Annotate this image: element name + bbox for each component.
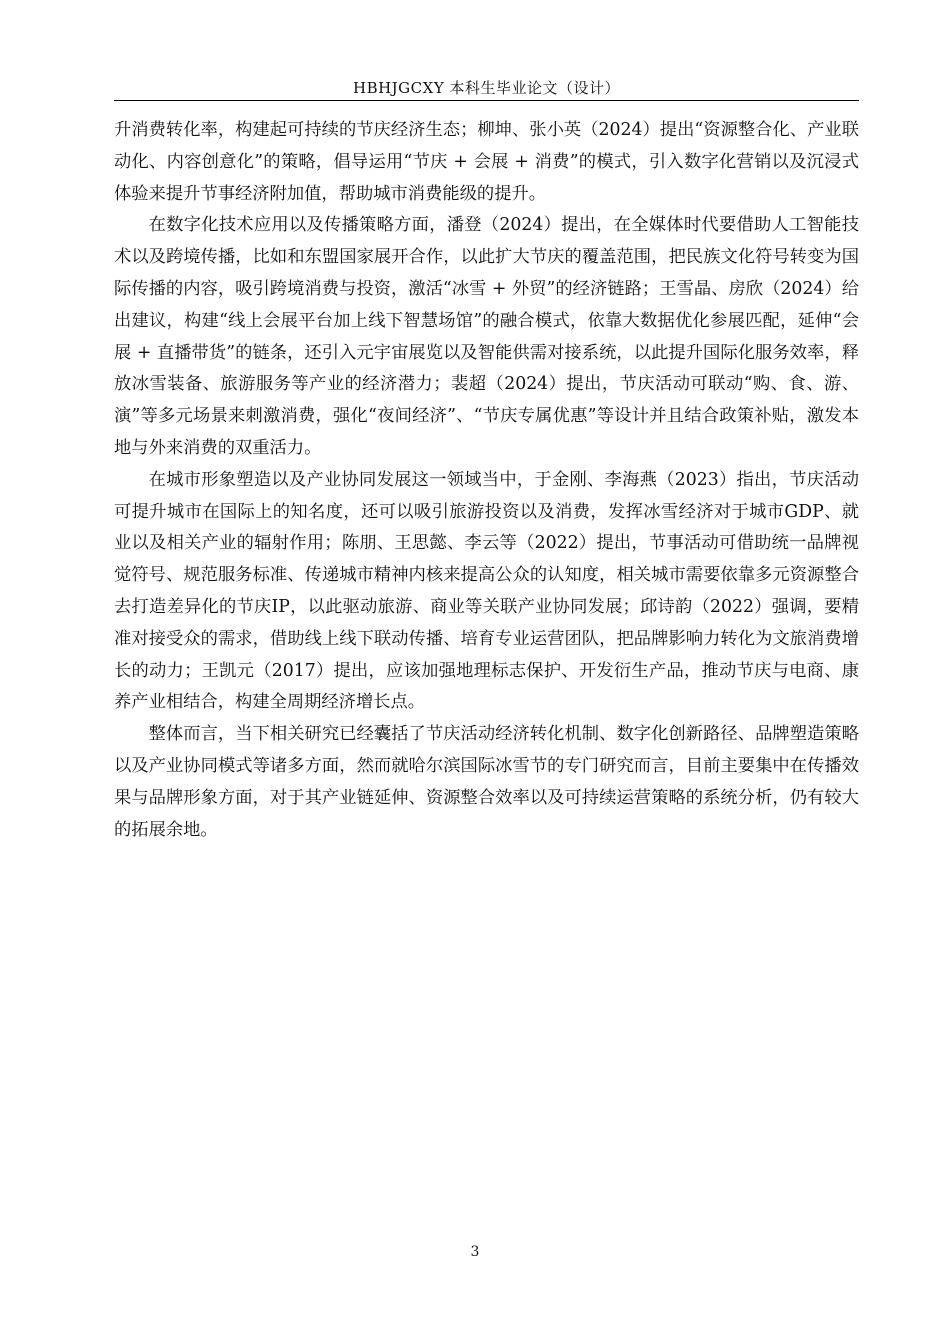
page-number: 3 <box>470 1244 480 1260</box>
paragraph-digital-technology: 在数字化技术应用以及传播策略方面，潘登（2024）提出，在全媒体时代要借助人工智能技术以及跨境传播，比如和东盟国家展开合作，以此扩大节庆的覆盖范围，把民族文化符号转变为国际传播的内容，吸引跨境消费与投资，激活“冰雪 + 外贸”的经济链路；王雪晶、房欣（2024）给出建议，构建“线上会展平台加上线下智慧场馆”的融合模式，依靠大数据优化参展匹配，延伸“会展 + 直播带货”的链条，还引入元宇宙展览以及智能供需对接系统，以此提升国际化服务效率，释放冰雪装备、旅游服务等产业的经济潜力；裴超（2024）提出，节庆活动可联动“购、食、游、演”等多元场景来刺激消费，强化“夜间经济”、“节庆专属优惠”等设计并且结合政策补贴，激发本地与外来消费的双重活力。 <box>114 215 859 458</box>
paragraph-city-image: 在城市形象塑造以及产业协同发展这一领域当中，于金刚、李海燕（2023）指出，节庆活动可提升城市在国际上的知名度，还可以吸引旅游投资以及消费，发挥冰雪经济对于城市GDP、就业以及相关产业的辐射作用；陈朋、王思懿、李云等（2022）提出，节事活动可借助统一品牌视觉符号、规范服务标准、传递城市精神内核来提高公众的认知度，相关城市需要依靠多元资源整合去打造差异化的节庆IP，以此驱动旅游、商业等关联产业协同发展；邱诗韵（2022）强调，要精准对接受众的需求，借助线上线下联动传播、培育专业运营团队，把品牌影响力转化为文旅消费增长的动力；王凯元（2017）提出，应该加强地理标志保护、开发衍生产品，推动节庆与电商、康养产业相结合，构建全周期经济增长点。 <box>114 469 859 713</box>
page-header-title: HBHJGCXY 本科生毕业论文（设计） <box>352 79 620 97</box>
body-text <box>114 115 859 846</box>
paragraph-continued: 升消费转化率，构建起可持续的节庆经济生态；柳坤、张小英（2024）提出“资源整合化、产业联动化、内容创意化”的策略，倡导运用“节庆 + 会展 + 消费”的模式，引入数字化营销以及沉浸式体验来提升节事经济附加值，帮助城市消费能级的提升。 <box>114 120 859 204</box>
header-rule <box>114 100 859 101</box>
paragraph-summary: 整体而言，当下相关研究已经囊括了节庆活动经济转化机制、数字化创新路径、品牌塑造策略以及产业协同模式等诸多方面，然而就哈尔滨国际冰雪节的专门研究而言，目前主要集中在传播效果与品牌形象方面，对于其产业链延伸、资源整合效率以及可持续运营策略的系统分析，仍有较大的拓展余地。 <box>114 724 859 840</box>
